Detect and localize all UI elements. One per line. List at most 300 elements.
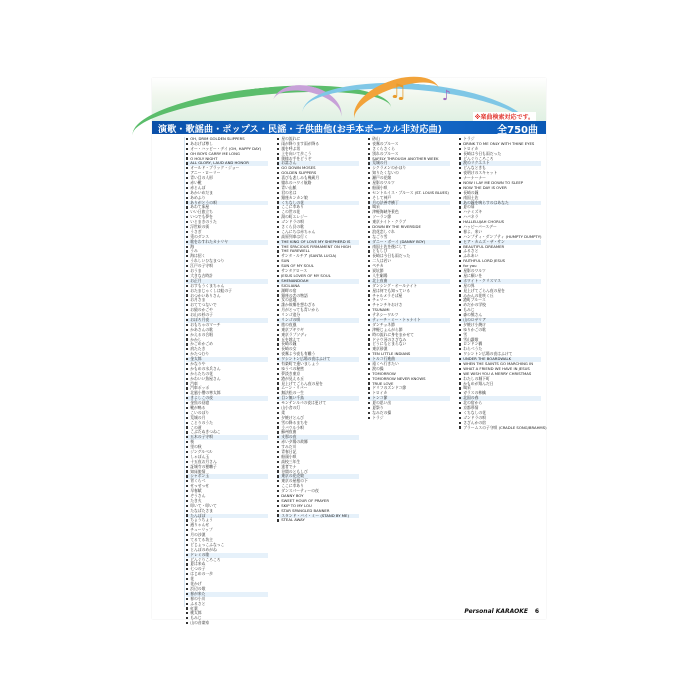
song-entry: 青い目の人形 [186,176,268,181]
song-entry: 桃太郎 [186,611,268,616]
song-entry: 遠くへ行きたい [368,362,450,367]
song-entry: さくらさくら [368,147,450,152]
song-entry: 星の流れに [277,137,359,142]
song-entry: チャルメラそば屋 [368,294,450,299]
music-note-icon: ♫ [389,79,407,103]
song-entry: オー・ハッピー・デイ (OH, HAPPY DAY) [186,147,268,152]
song-entry: 山小舎の灯 [277,406,359,411]
song-entry: 汽車ポッポ [186,386,268,391]
song-entry: 背くらべ [186,479,268,484]
song-entry: なみだの操 [368,411,450,416]
song-entry: 江戸の子守唄 [186,264,268,269]
song-entry: 炭坑節 [368,269,450,274]
song-entry: 東京ブギウギ [277,328,359,333]
song-entry: NOW I LAY ME DOWN TO SLEEP [459,181,541,186]
song-entry: 目ン無い千鳥 [277,396,359,401]
song-entry: ナーナーナー [459,176,541,181]
song-entry: チューリップ [186,528,268,533]
song-entry: HALLELUJAH CHORUS [459,220,541,225]
song-entry: 北の宿から [459,401,541,406]
song-entry: せっせっせ [186,484,268,489]
song-entry: 青い山脈 [277,186,359,191]
song-entry: いい日旅立ち [186,210,268,215]
song-entry: 夕焼けとんび [277,416,359,421]
song-entry: ダニー・ボーイ (DANNY BOY) [368,240,450,245]
song-entry: いつでも夢を [186,215,268,220]
song-entry: 月がとっても青いから [277,308,359,313]
song-entry: 丘を越えて [277,338,359,343]
song-entry: たなばたさま [186,509,268,514]
brand-name: Personal KARAOKE [464,608,528,615]
song-entry: 夏の扉 [459,205,541,210]
song-entry: オールド・ブラック・ジョー [186,166,268,171]
song-entry: 汽車 [186,382,268,387]
category-title: 演歌・歌謡曲・ポップス・民謡・子供曲他(お手本ボーカル非対応曲) [158,125,443,135]
song-entry: 北国の春 [459,396,541,401]
song-entry: 誰か故郷を想わざる [277,303,359,308]
song-entry: 五木の子守唄 [186,435,268,440]
song-entry: ティーチ・ミー・トゥナイト [368,318,450,323]
song-entry: 銀座カンカン娘 [277,196,359,201]
song-entry: 北風小僧の寒太郎 [186,391,268,396]
song-column-3 [368,137,450,607]
song-entry: たき火 [186,499,268,504]
song-entry: ふるさと [186,602,268,607]
song-entry: あめふり [186,196,268,201]
song-entry: あおげば尊し [186,142,268,147]
song-entry: 南国土佐を後にして [368,245,450,250]
song-entry: 知りたくないの [368,171,450,176]
song-entry: ドリフのズンドコ節 [368,386,450,391]
song-entry: うみ [186,249,268,254]
song-entry: 見上げてごらん夜の星を [277,382,359,387]
song-entry: 喝采 [459,386,541,391]
song-entry: リンゴ追分 [277,313,359,318]
song-entry: SUN [277,259,359,264]
song-entry: 十五夜お月さん [186,460,268,465]
song-entry: SKIP TO MY LOU [277,504,359,509]
song-entry: かわいい魚屋さん [186,377,268,382]
song-entry: 早春賦 [186,489,268,494]
song-entry: さくら貝の歌 [277,225,359,230]
category-title-bar [152,121,546,134]
song-entry: 海は招く [186,254,268,259]
song-entry: ゴンドラの唄 [277,220,359,225]
song-entry: かたつむり [186,352,268,357]
song-entry: BEAUTIFUL DREAMER [459,245,541,250]
song-entry: どじょっこふなっこ [186,543,268,548]
song-entry: SUN OF MY SOUL [277,264,359,269]
song-entry: ワシントン広場の夜はふけて [277,357,359,362]
song-entry: 荒城の月 [186,416,268,421]
song-entry: お富さん [277,161,359,166]
song-entry: 歌をわすれたカナリヤ [186,240,268,245]
song-entry: かごめかごめ [186,342,268,347]
song-entry: わらべうた [459,347,541,352]
song-entry: 赤とんぼ [186,186,268,191]
song-entry: セントルイス・ブルース (ST. LOUIS BLUES) [368,191,450,196]
song-entry: 夜霧よ今夜も有難う [277,352,359,357]
song-entry: OH BOYS CARRY ME LONG [186,152,268,157]
song-entry: 津軽じょんがら節 [368,328,450,333]
song-entry: 長崎の鐘 [277,342,359,347]
song-entry: お猿のかごや [186,308,268,313]
song-entry: TSUNAMI [368,308,450,313]
song-entry: 京都慕情 [459,406,541,411]
song-entry: ありがとうの唄 [186,201,268,206]
song-entry: 長崎は今日も雨だった [459,152,541,157]
song-entry: 浜辺の歌 [186,587,268,592]
music-note-icon: ♪ [442,88,451,104]
song-entry: 東京砂漠 [368,347,450,352]
song-entry: 通りゃんせ [186,523,268,528]
song-entry: 湯の町エレジー [277,215,359,220]
song-entry: 星影のワルツ [459,269,541,274]
song-entry: UNDER THE BOARDWALK [459,357,541,362]
song-entry: 時の流れに身をまかせて [368,333,450,338]
song-entry: 夕焼け小焼け [459,323,541,328]
song-entry: かえるの合唱 [186,333,268,338]
header-banner [152,78,546,122]
song-entry: 夜霧のブルース [368,142,450,147]
song-entry: かあさんの歌 [186,328,268,333]
song-entry: O HOLY NIGHT [186,157,268,162]
song-entry: SHENANDOAH [277,279,359,284]
song-entry: 銀座の恋の物語 [277,294,359,299]
song-entry: ドレミの歌 [186,553,268,558]
song-entry: 靴が鳴る [186,406,268,411]
song-entry: テネシーワルツ [368,313,450,318]
song-entry: 谷間のともしび [277,470,359,475]
song-entry: ここに幸あり [277,484,359,489]
song-entry: いとまきのうた [186,220,268,225]
song-entry: 荒城の月 [368,161,450,166]
song-entry: トラジ [368,416,450,421]
song-entry: 兎のダンス [186,235,268,240]
song-entry: 喝采 [368,205,450,210]
song-entry: ワシントン広場の夜はふけて [459,352,541,357]
song-entry: こんにちは赤ちゃん [277,230,359,235]
song-entry: おたまじゃくしは蛙の子 [186,289,268,294]
song-entry: うさぎ [186,230,268,235]
song-entry: 知床旅情 [186,470,268,475]
song-entry: TOMORROW NEVER KNOWS [368,377,450,382]
song-entry: OH, DRIM GOLDEN SLIPPERS [186,137,268,142]
song-entry: 長崎の女 [277,347,359,352]
song-entry: ロンドン橋 [459,342,541,347]
song-entry: シャボン玉 [186,474,268,479]
song-entry: モンテンルパの夜は更けて [277,401,359,406]
song-entry: 雨が降ります雨が降る [277,142,359,147]
song-entry: アニー・ローリー [186,171,268,176]
song-entry: 東京の屋根の下 [277,479,359,484]
song-entry: 女の意地 [277,298,359,303]
song-entry: 君の名は [277,191,359,196]
song-entry: GOLDEN SLIPPERS [277,171,359,176]
song-entry: 夏祭り [368,406,450,411]
song-entry: TRUE LOVE [368,382,450,387]
song-entry: ハナミズキ [459,210,541,215]
song-entry: トロイカ [368,391,450,396]
song-entry: ジングルベル [186,450,268,455]
song-entry: ムーン・リバー [277,386,359,391]
song-entry: 金魚の昼寝 [186,401,268,406]
song-entry: ともしび [368,249,450,254]
song-entry: 有楽町で逢いましょう [277,362,359,367]
song-entry: WE WISH YOU A MERRY CHRISTMAS [459,372,541,377]
song-entry: 大きな古時計 [186,274,268,279]
song-entry: 船頭小唄 [277,455,359,460]
song-entry: GO DOWN MOSES [277,166,359,171]
song-entry: ゆうべの秘密 [277,367,359,372]
song-entry: サンタクロース [277,269,359,274]
song-entry: THE FAREWELL [277,249,359,254]
song-entry: ヒア・カムズ・ザ・サン [459,240,541,245]
song-entry: 春よ、来い [459,230,541,235]
song-entry: 春が来た [186,592,268,597]
song-entry: 夏は来ぬ [186,562,268,567]
song-entry: ハッピーバースデー [459,225,541,230]
song-entry: 見上げてごらん夜の星を [459,289,541,294]
song-entry: 達者でナ [277,465,359,470]
song-entry: みかんの花咲く丘 [459,294,541,299]
song-entry: 蘇州夜曲 [277,430,359,435]
song-entry: なごり雪 [368,235,450,240]
song-entry: 涙のリクエスト [459,161,541,166]
song-entry: 高原列車は行く [277,235,359,240]
song-entry: 高校三年生 [277,460,359,465]
song-entry: ここに幸あり [277,205,359,210]
song-entry: もみじ [459,308,541,313]
song-entry: 東京ナイト・クラブ [368,220,450,225]
song-entry: こぶたぬきつねこ [186,430,268,435]
song-entry: 星は何でも知っている [368,289,450,294]
song-entry: どんぐりころころ [186,558,268,563]
song-entry: ゴンドラの唄 [459,416,541,421]
song-entry: DOWN BY THE RIVERSIDE [368,225,450,230]
song-entry: ドナウ河のさざなみ [368,338,450,343]
song-entry: 証城寺の狸囃子 [186,465,268,470]
song-entry: かなりや [186,362,268,367]
song-entry: FAITHFUL LORD JESUS [459,259,541,264]
song-entry: 瀬戸の花嫁 [368,176,450,181]
song-entry: ハンプティ・ダンプティ (HUMPTY DUMPTY) [459,235,541,240]
song-entry: 無法松の一生 [277,391,359,396]
song-entry: 支那の夜 [277,435,359,440]
song-entry: めだかの学校 [459,303,541,308]
song-entry: 星影のワルツ [368,181,450,186]
song-entry: 肩たたき [186,347,268,352]
song-entry: そして神戸 [368,196,450,201]
song-entry: トロイカ [459,147,541,152]
song-entry: 湖畔の宿 [277,289,359,294]
song-entry: 砂山 [368,137,450,142]
song-entry: さざんかの宿 [459,421,541,426]
song-entry: 雪山讃歌 [459,338,541,343]
song-entry: うれしいひなまつり [186,259,268,264]
song-entry: 山のロザリア [459,318,541,323]
song-entry: for you [459,264,541,269]
page-number: 6 [534,608,539,615]
song-column-2 [277,137,359,607]
song-entry: もみじ [186,616,268,621]
song-entry: ソーラン節 [368,215,450,220]
song-entry: どんぐりころころ [459,157,541,162]
song-entry: シクラメンのかほり [368,166,450,171]
song-entry: DANNY BOY [277,494,359,499]
song-entry: 南国土佐 [459,196,541,201]
song-entry: おすもうくまちゃん [186,284,268,289]
song-entry: あの鐘を鳴らすのはあなた [459,201,541,206]
song-entry: 月の沙漠 [186,533,268,538]
song-entry: リンゴの唄 [277,318,359,323]
song-entry: ふるさと [459,249,541,254]
song-entry: JESUS LOVER OF MY SOUL [277,274,359,279]
song-entry: おつかいありさん [186,294,268,299]
song-entry: お正月 [186,279,268,284]
song-entry: THE KING OF LOVE MY SHEPHERD IS [277,240,359,245]
song-entry: 雪 [459,333,541,338]
song-entry: てるてる坊主 [186,538,268,543]
song-entry: 夏の思い出 [368,401,450,406]
song-entry: 月の法善寺横丁 [368,201,450,206]
song-entry: 里の秋 [186,445,268,450]
song-entry: ダンシング・オールナイト [368,284,450,289]
song-entry: ハバネラ [459,215,541,220]
song-entry: ダンチョネ節 [368,323,450,328]
song-entry: きよしこの夜 [186,396,268,401]
song-entry: こいのぼり [186,411,268,416]
song-entry: SAFELY THROUGH ANOTHER WEEK [368,157,450,162]
song-entry: サンタ・ルチア (SANTA LUCIA) [277,254,359,259]
song-entry: 二人は若い [368,259,450,264]
song-entry: 赤い靴 [186,181,268,186]
song-entry: STAR SPANGLED BANNER [277,509,359,514]
song-entry: ちょうちょう [186,518,268,523]
song-entry: 旅の夜風 [277,323,359,328]
song-entry: お月さま [186,298,268,303]
song-entry: トラジ [459,137,541,142]
song-entry: THE SPACIOUS FIRMAMENT ON HIGH [277,245,359,250]
song-entry: 港町ブルース [459,298,541,303]
song-entry: 花かげ [186,582,268,587]
song-count: 全750曲 [497,125,538,136]
song-entry: 長崎の鐘 [459,191,541,196]
song-entry: NOW THE DAY IS OVER [459,186,541,191]
song-entry: 東京ラプソディ [277,333,359,338]
song-entry: SICILIANA [277,284,359,289]
song-entry: ガラスの林檎 [459,391,541,396]
song-entry: WHAT A FRIEND WE HAVE IN JESUS [459,367,541,372]
song-entry: あわて床屋 [186,205,268,210]
song-entry: WHEN THE SAINTS GO MARCHING IN [459,362,541,367]
song-entry: チェリー [368,298,450,303]
song-entry: 桜 [186,440,268,445]
song-entry: おうま [186,269,268,274]
song-entry: ホワイト・クリスマス [459,279,541,284]
song-entry: 人生劇場 [368,274,450,279]
song-entry: 星の界 [459,284,541,289]
song-entry: 港が見える丘 [277,377,359,382]
song-entry: どんなときも [459,166,541,171]
song-entry: くちなしの花 [277,201,359,206]
song-entry: どうにもとまらない [368,342,450,347]
song-entry: 柔 [277,411,359,416]
song-entry: ALL GLORY, LAUD AND HONOR [186,161,268,166]
song-entry: ペチカ [368,264,450,269]
song-entry: トンコ節 [368,396,450,401]
song-entry: 浮世絵の街 [186,225,268,230]
song-entry: 春の小川 [186,597,268,602]
song-entry: 憧れのハワイ航路 [277,181,359,186]
song-entry: この道 [186,426,268,431]
song-entry: ふれあい [459,254,541,259]
song-entry: 夜明けのスキャット [459,171,541,176]
song-entry: とんぼのめがね [186,548,268,553]
song-entry: ダンスパーティーの夜 [277,489,359,494]
song-entry: かかし [186,338,268,343]
search-notice: ※楽曲検索対応です。 [474,114,534,121]
song-entry: 叩いて・叩いて [186,504,268,509]
song-entry: 海 [186,245,268,250]
song-entry: 津軽海峡冬景色 [368,210,450,215]
song-entry: 七つの子 [186,567,268,572]
song-entry: DRINK TO ME ONLY WITH THINE EYES [459,142,541,147]
song-entry: 奥様お手をどうぞ [277,157,359,162]
song-entry: STEAL AWAY [277,518,359,523]
song-entry: あかいめだま [186,191,268,196]
song-entry: おもちゃのマーチ [186,323,268,328]
song-entry: 浪花恋しぐれ [368,230,450,235]
song-entry: すみだ川 [277,445,359,450]
song-entry: 東京の花売娘 [277,474,359,479]
song-entry: 雪の降るまちを [277,421,359,426]
song-column-4 [459,136,547,607]
song-entry: かもめの水兵さん [186,367,268,372]
song-entry: 嵐を呼ぶ男 [277,147,359,152]
song-entry: しゃぼん玉 [186,455,268,460]
song-entry: ぞうさん [186,494,268,499]
song-entry: 別れのブルース [368,152,450,157]
song-entry: くちなしの花 [459,411,541,416]
song-entry: 上を向いて歩こう [277,152,359,157]
song-entry: TEN LITTLE INDIANS [368,352,450,357]
song-entry: 船頭小唄 [368,186,450,191]
song-column-1 [186,136,268,626]
song-entry: 青春日記 [277,450,359,455]
song-entry: ゆりかごの歌 [459,328,541,333]
song-entry: おててつないで [186,303,268,308]
song-entry: おぼろ月夜 [186,318,268,323]
song-entry: 紅葉 [186,607,268,612]
song-entry: 花 [186,577,268,582]
song-entry: SWEET HOUR OF PRAYER [277,499,359,504]
song-entry: 金太郎 [186,357,268,362]
song-entry: 長崎は今日も雨だった [368,254,450,259]
song-entry: この世の花 [277,210,359,215]
song-entry: 赤い夕陽の故郷 [277,440,359,445]
song-entry: トルコ行進曲 [368,357,450,362]
song-entry: TOMORROW [368,372,450,377]
song-entry: 北上夜曲 [368,279,450,284]
song-entry: スタンド・バイ・ミー (STAND BY ME) [277,514,359,519]
song-entry: 星に願いを [459,274,541,279]
song-entry: ラバウル小唄 [277,426,359,431]
margin-rule [184,137,185,607]
song-entry: 喜びも悲しみも幾歳月 [277,176,359,181]
song-entry: 夢淡き東京 [277,372,359,377]
song-entry: 山の音楽家 [186,621,268,626]
